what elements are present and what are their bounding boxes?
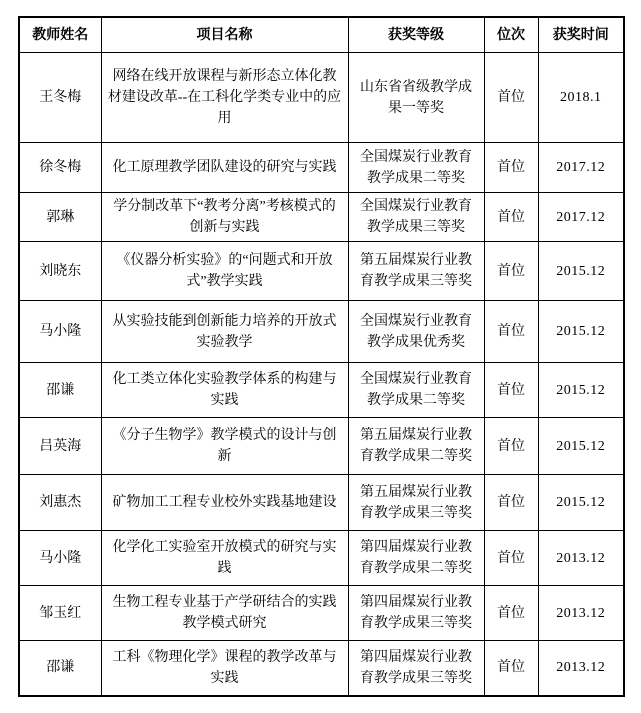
cell-project-name: 《分子生物学》教学模式的设计与创新 <box>101 418 348 475</box>
cell-position: 首位 <box>484 641 538 696</box>
cell-award-level: 第五届煤炭行业教育教学成果三等奖 <box>348 475 484 531</box>
cell-award-date: 2013.12 <box>538 531 624 586</box>
table-row <box>19 242 624 301</box>
cell-award-date: 2017.12 <box>538 143 624 193</box>
cell-project-name: 化工原理教学团队建设的研究与实践 <box>101 143 348 193</box>
cell-award-date: 2018.1 <box>538 53 624 143</box>
cell-project-name: 《仪器分析实验》的“问题式和开放式”教学实践 <box>101 242 348 301</box>
cell-award-level: 第四届煤炭行业教育教学成果三等奖 <box>348 586 484 641</box>
cell-teacher-name: 王冬梅 <box>19 53 101 143</box>
cell-position: 首位 <box>484 53 538 143</box>
table-row <box>19 143 624 193</box>
cell-teacher-name: 郭琳 <box>19 193 101 242</box>
cell-award-level: 第五届煤炭行业教育教学成果三等奖 <box>348 242 484 301</box>
cell-teacher-name: 刘晓东 <box>19 242 101 301</box>
cell-award-date: 2015.12 <box>538 363 624 418</box>
cell-teacher-name: 马小隆 <box>19 531 101 586</box>
cell-position: 首位 <box>484 418 538 475</box>
cell-teacher-name: 刘惠杰 <box>19 475 101 531</box>
cell-award-level: 全国煤炭行业教育教学成果优秀奖 <box>348 301 484 363</box>
table-row <box>19 641 624 696</box>
column-header-award-date: 获奖时间 <box>538 17 624 53</box>
column-header-award-level: 获奖等级 <box>348 17 484 53</box>
table-row <box>19 193 624 242</box>
cell-award-level: 山东省省级教学成果一等奖 <box>348 53 484 143</box>
cell-award-date: 2015.12 <box>538 418 624 475</box>
cell-project-name: 学分制改革下“教考分离”考核模式的创新与实践 <box>101 193 348 242</box>
cell-project-name: 矿物加工工程专业校外实践基地建设 <box>101 475 348 531</box>
cell-award-level: 第四届煤炭行业教育教学成果三等奖 <box>348 641 484 696</box>
table-row <box>19 53 624 143</box>
cell-project-name: 生物工程专业基于产学研结合的实践教学模式研究 <box>101 586 348 641</box>
cell-position: 首位 <box>484 242 538 301</box>
cell-teacher-name: 徐冬梅 <box>19 143 101 193</box>
cell-award-date: 2015.12 <box>538 242 624 301</box>
column-header-position: 位次 <box>484 17 538 53</box>
cell-award-date: 2017.12 <box>538 193 624 242</box>
cell-position: 首位 <box>484 586 538 641</box>
cell-project-name: 从实验技能到创新能力培养的开放式实验教学 <box>101 301 348 363</box>
cell-position: 首位 <box>484 301 538 363</box>
table-row <box>19 475 624 531</box>
cell-position: 首位 <box>484 143 538 193</box>
cell-award-level: 第五届煤炭行业教育教学成果二等奖 <box>348 418 484 475</box>
table-row <box>19 418 624 475</box>
table-row <box>19 301 624 363</box>
cell-project-name: 化学化工实验室开放模式的研究与实践 <box>101 531 348 586</box>
cell-teacher-name: 吕英海 <box>19 418 101 475</box>
cell-teacher-name: 邵谦 <box>19 641 101 696</box>
cell-project-name: 化工类立体化实验教学体系的构建与实践 <box>101 363 348 418</box>
cell-position: 首位 <box>484 475 538 531</box>
cell-award-level: 全国煤炭行业教育教学成果三等奖 <box>348 193 484 242</box>
cell-award-level: 第四届煤炭行业教育教学成果二等奖 <box>348 531 484 586</box>
cell-project-name: 网络在线开放课程与新形态立体化教材建设改革--在工科化学类专业中的应用 <box>101 53 348 143</box>
cell-teacher-name: 邹玉红 <box>19 586 101 641</box>
table-row <box>19 531 624 586</box>
cell-award-date: 2015.12 <box>538 301 624 363</box>
cell-award-date: 2013.12 <box>538 586 624 641</box>
column-header-project-name: 项目名称 <box>101 17 348 53</box>
awards-table <box>18 16 625 697</box>
cell-award-level: 全国煤炭行业教育教学成果二等奖 <box>348 143 484 193</box>
cell-position: 首位 <box>484 363 538 418</box>
column-header-teacher-name: 教师姓名 <box>19 17 101 53</box>
table-row <box>19 363 624 418</box>
cell-award-level: 全国煤炭行业教育教学成果二等奖 <box>348 363 484 418</box>
cell-teacher-name: 马小隆 <box>19 301 101 363</box>
table-header-row <box>19 17 624 53</box>
table-row <box>19 586 624 641</box>
cell-award-date: 2013.12 <box>538 641 624 696</box>
cell-award-date: 2015.12 <box>538 475 624 531</box>
cell-project-name: 工科《物理化学》课程的教学改革与实践 <box>101 641 348 696</box>
cell-teacher-name: 邵谦 <box>19 363 101 418</box>
cell-position: 首位 <box>484 193 538 242</box>
cell-position: 首位 <box>484 531 538 586</box>
